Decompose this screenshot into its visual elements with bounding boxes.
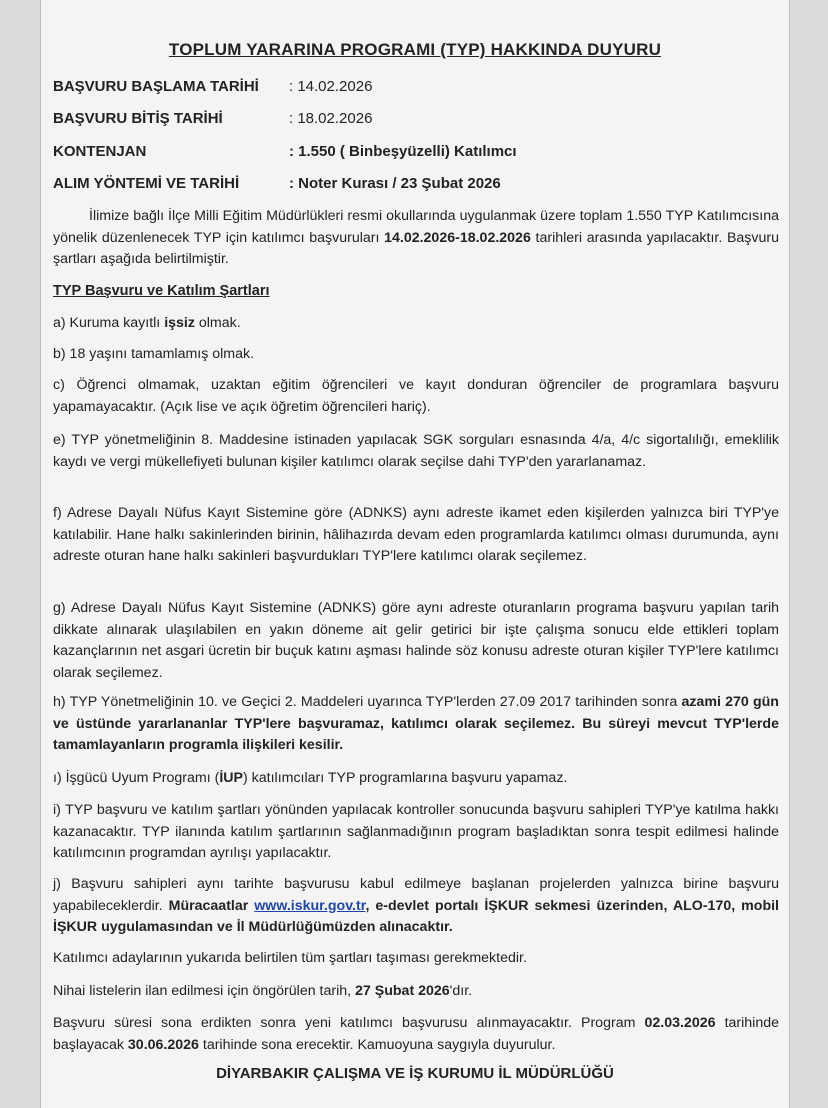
condition-c: c) Öğrenci olmamak, uzaktan eğitim öğrencileri ve kayıt donduran öğrenciler de programlara başvuru yapamayacaktır. (Açık lise ve açık öğretim öğrencileri hariç). <box>53 377 779 415</box>
application-dates: 14.02.2026-18.02.2026 <box>384 229 531 246</box>
condition-i-dotless: ı) İşgücü Uyum Programı (İUP) katılımcıları TYP programlarına başvuru yapamaz. <box>53 770 568 786</box>
condition-f: f) Adrese Dayalı Nüfus Kayıt Sistemine göre (ADNKS) aynı adreste ikamet eden kişilerden yalnızca biri TYP'ye katılabilir. Hane halkı sakinlerinden birinin, hâlihazırda devam eden programlarda katılımcı olması durumunda, aynı adreste oturan hane halkı sakinleri başvurdukları TYP'lere katılımcı olarak seçilemez. <box>53 505 779 564</box>
iskur-website-link[interactable]: www.iskur.gov.tr <box>254 897 366 914</box>
closing-requirements: Katılımcı adaylarının yukarıda belirtilen tüm şartları taşıması gerekmektedir. <box>53 950 527 966</box>
info-value: : Noter Kurası / 23 Şubat 2026 <box>289 175 501 192</box>
intro-paragraph: İlimize bağlı İlçe Milli Eğitim Müdürlükleri resmi okullarında uygulanmak üzere toplam 1.550 TYP Katılımcısına yönelik düzenlenecek TYP için katılımcı başvuruları 14.02.2026-18.02.2026 tarihleri arasında yapılacaktır. Başvuru şartları aşağıda belirtilmiştir. <box>53 208 779 267</box>
info-value: : 14.02.2026 <box>289 78 373 95</box>
condition-j: j) Başvuru sahipleri aynı tarihte başvurusu kabul edilmeye başlanan projelerden yalnızca birine başvuru yapabileceklerdir. Müracaatlar www.iskur.gov.tr, e-devlet portalı İŞKUR sekmesi üzerinden, ALO-170, mobil İŞKUR uygulamasından ve İl Müdürlüğümüzden alınacaktır. <box>53 876 779 935</box>
info-label: BAŞVURU BİTİŞ TARİHİ <box>53 110 223 127</box>
closing-program-dates: Başvuru süresi sona erdikten sonra yeni katılımcı başvurusu alınmayacaktır. Program 02.03.2026 tarihinde başlayacak 30.06.2026 tarihinde sona erecektir. Kamuoyuna saygıyla duyurulur. <box>53 1015 779 1053</box>
announcement-page <box>40 0 790 1108</box>
condition-h: h) TYP Yönetmeliğinin 10. ve Geçici 2. Maddeleri uyarınca TYP'lerden 27.09 2017 tarihinden sonra azami 270 gün ve üstünde yararlananlar TYP'lere başvuramaz, katılımcı olarak seçilemez. Bu süreyi mevcut TYP'lerde tamamlayanların programla ilişkileri kesilir. <box>53 694 779 753</box>
info-label: ALIM YÖNTEMİ VE TARİHİ <box>53 175 240 192</box>
info-label: KONTENJAN <box>53 143 147 160</box>
info-label: BAŞVURU BAŞLAMA TARİHİ <box>53 78 259 95</box>
conditions-heading: TYP Başvuru ve Katılım Şartları <box>53 283 270 299</box>
condition-g: g) Adrese Dayalı Nüfus Kayıt Sistemine (ADNKS) göre aynı adreste oturanların programa başvuru yapılan tarih dikkate alınarak ulaşılabilen en yakın döneme ait gelir getirici bir işte çalışma sonucu elde ettikleri toplam kazançlarının net asgari ücretin bir buçuk katını aşması halinde söz konusu adreste oturan kişiler TYP'lere katılımcı olarak seçilemez. <box>53 600 779 681</box>
condition-b: b) 18 yaşını tamamlamış olmak. <box>53 346 255 362</box>
condition-i: i) TYP başvuru ve katılım şartları yönünden yapılacak kontroller sonucunda başvuru sahipleri TYP'ye katılma hakkı kazanacaktır. TYP ilanında katılım şartlarının sağlanmadığının program başladıktan sonra tespit edilmesi halinde katılımcının programdan ayrılışı yapılacaktır. <box>53 802 779 861</box>
info-value: : 1.550 ( Binbeşyüzelli) Katılımcı <box>289 143 517 160</box>
condition-a: a) Kuruma kayıtlı işsiz olmak. <box>53 315 241 331</box>
closing-final-list-date: Nihai listelerin ilan edilmesi için öngörülen tarih, 27 Şubat 2026'dır. <box>53 983 473 999</box>
condition-e: e) TYP yönetmeliğinin 8. Maddesine istinaden yapılacak SGK sorguları esnasında 4/a, 4/c sigortalılığı, emeklilik kaydı ve vergi mükellefiyeti bulunan kişiler katılımcı olarak seçilse dahi TYP'den yararlanamaz. <box>53 432 779 470</box>
issuer-signature: DİYARBAKIR ÇALIŞMA VE İŞ KURUMU İL MÜDÜRLÜĞÜ <box>216 1065 614 1082</box>
info-value: : 18.02.2026 <box>289 110 373 127</box>
page-title: TOPLUM YARARINA PROGRAMI (TYP) HAKKINDA DUYURU <box>168 40 662 59</box>
